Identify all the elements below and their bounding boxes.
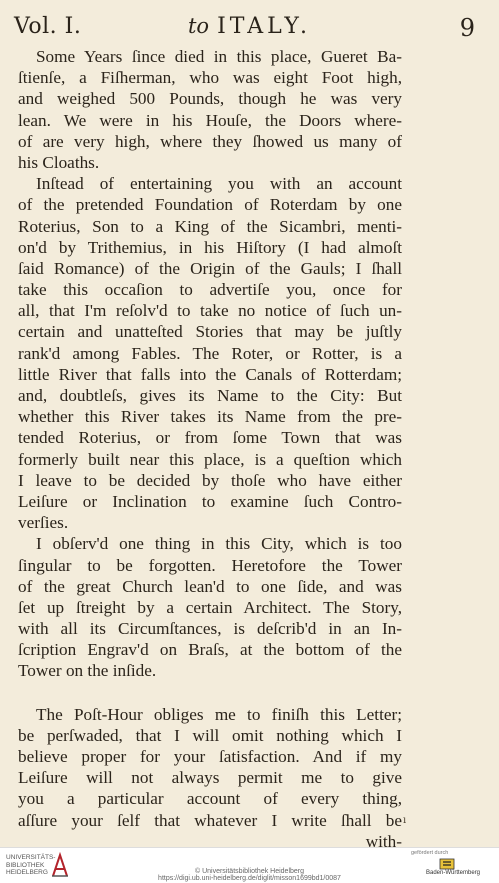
paragraph-gap	[18, 682, 402, 704]
text-line: tended Roterius, or from ſome Town that was	[18, 428, 402, 448]
text-line: and weighed 500 Pounds, though he was very	[18, 89, 402, 109]
text-line: Tower on the inſide.	[18, 661, 157, 681]
funder-block	[411, 850, 491, 880]
text-line: of the pretended Foundation of Roterdam by one	[18, 195, 402, 215]
running-title	[14, 14, 485, 39]
text-line: lean. We were in his Houſe, the Doors where-	[18, 110, 402, 130]
text-line: with all its Circumſtances, is deſcrib'd in an In-	[18, 619, 402, 639]
text-line: Leiſure or Inclination to examine ſuch Contro-	[18, 491, 402, 511]
text-line: his Cloaths.	[18, 152, 100, 172]
copyright-text: © Universitätsbibliothek Heidelberg	[194, 868, 305, 875]
text-line: take this occaſion to advertiſe you, once for	[18, 280, 402, 300]
text-line: Roterius, Son to a King of the Sicambri, menti-	[18, 216, 402, 236]
viewer-footer	[0, 847, 499, 883]
text-line: of are very high, where they ſhowed us many of	[18, 131, 402, 151]
text-line: you a particular account of every thing,	[18, 789, 402, 809]
text-line: Some Years ſince died in this place, Gueret Ba-	[36, 47, 402, 66]
text-line: formerly built near this place, is a queſtion which	[18, 449, 402, 469]
volume-label: Vol. I.	[14, 14, 82, 39]
text-line: The Poſt-Hour obliges me to finiſh this Letter;	[36, 704, 402, 724]
text-line: I leave to be decided by thoſe who have either	[18, 470, 402, 490]
text-line: on'd by Trithemius, in his Hiſtory (I had almoſt	[18, 237, 402, 257]
page-number: 9	[459, 14, 475, 42]
permalink-url[interactable]: https://digi.ub.uni-heidelberg.de/diglit/misson1699bd1/0087	[158, 875, 341, 882]
library-name-line1: UNIVERSITÄTS-	[6, 854, 56, 861]
state-coat-of-arms-icon	[439, 858, 455, 870]
text-line: verſies.	[18, 513, 69, 533]
ink-mark: ı	[403, 815, 407, 826]
funder-name: Baden-Württemberg	[426, 870, 481, 876]
text-line: all, that I'm reſolv'd to take no notice of ſuch un-	[18, 301, 402, 321]
running-title-main: ITALY.	[217, 14, 312, 39]
text-line: Leiſure will not always permit me to give	[18, 768, 402, 788]
text-line: ſingular to be forgotten. Heretofore the Tower	[18, 555, 402, 575]
text-line: little River that falls into the Canals of Rotterdam;	[18, 364, 402, 384]
text-line: ſaid Romance) of the Origin of the Gauls; I ſhall	[18, 258, 402, 278]
running-header	[14, 14, 485, 44]
text-line: and, doubtleſs, gives its Name to the City: But	[18, 386, 402, 405]
library-name-line2: BIBLIOTHEK	[6, 861, 45, 869]
text-line: be perſwaded, that I will omit nothing which I	[18, 725, 402, 745]
text-line: whether this River takes its Name from the pre-	[18, 407, 402, 427]
text-line: ſtienſe, a Fiſherman, who was eight Foot high,	[18, 68, 402, 88]
catchword: with-	[365, 831, 402, 847]
running-title-prefix: to	[187, 14, 210, 38]
page-text	[18, 46, 402, 847]
library-name-line3: HEIDELBERG	[6, 869, 48, 876]
text-line: rank'd among Fables. The Roter, or Rotter, is a	[18, 343, 402, 363]
text-line: I obſerv'd one thing in this City, which is too	[36, 534, 402, 554]
text-line: ſet up ſtreight by a certain Architect. The Story,	[18, 597, 402, 617]
text-line: of the great Church lean'd to one ſide, and was	[18, 576, 402, 596]
text-line: aſſure your ſelf that whatever I write ſhall be	[18, 810, 402, 830]
text-line: certain and unatteſted Stories that may be juſtly	[18, 322, 402, 342]
funded-by-label: gefördert durch	[411, 850, 449, 856]
text-line: ſcription Engrav'd on Braſs, at the bottom of the	[18, 640, 402, 660]
text-line: Inſtead of entertaining you with an account	[36, 174, 402, 194]
text-line: believe proper for your ſatisfaction. And if my	[18, 747, 402, 766]
